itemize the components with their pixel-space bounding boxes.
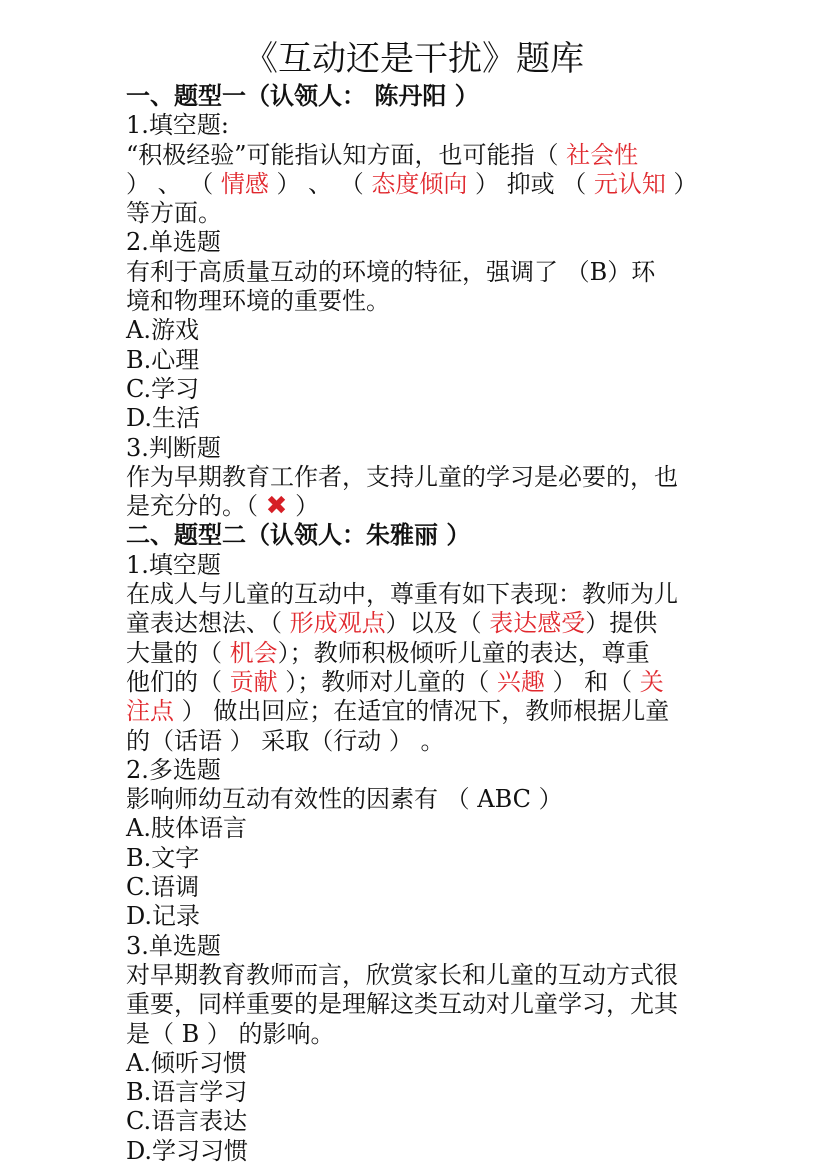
question-label: 1.填空题 (126, 550, 221, 579)
question-label: 2.单选题 (126, 228, 221, 257)
answer-text: 兴趣 (496, 667, 545, 696)
option-item: D.记录 (126, 902, 201, 931)
answer-text: 机会 (229, 638, 278, 667)
question-text: 的（话语 ） 采取（行动 ） 。 (126, 726, 445, 755)
question-line (126, 258, 706, 287)
question-text: 对早期教育教师而言，欣赏家长和儿童的互动方式很 (126, 960, 678, 989)
question-line (126, 668, 706, 697)
answer-text: 注点 (126, 697, 174, 726)
question-text: ） 抑或 （ (467, 169, 594, 198)
question-line (126, 639, 706, 668)
answer-text: 关 (639, 667, 664, 696)
answer-text: 表达感受 (489, 609, 586, 638)
question-label: 2.多选题 (126, 755, 221, 784)
question-line (126, 170, 706, 199)
question-text: 有利于高质量互动的环境的特征，强调了 （B）环 (126, 257, 656, 286)
option-item: D.生活 (126, 404, 201, 433)
document-title: 《互动还是干扰》题库 (244, 39, 584, 79)
question-text: 是（ B ） 的影响。 (126, 1019, 335, 1048)
question-text: ） 和（ (544, 667, 640, 696)
question-text: 他们的（ (126, 667, 230, 696)
option-item: C.语言表达 (126, 1107, 248, 1136)
question-text: 是充分的。（ (126, 492, 266, 521)
question-text: 重要，同样重要的是理解这类互动对儿童学习，尤其 (126, 990, 678, 1019)
question-text: ）提供 (585, 609, 658, 638)
option-item: A.游戏 (126, 316, 199, 345)
question-line (126, 990, 706, 1019)
question-line: 作为早期教育工作者，支持儿童的学习是必要的，也 (126, 462, 678, 491)
answer-text: 社会性 (566, 140, 639, 169)
question-line (126, 697, 706, 726)
question-text: ） 、 （ (268, 169, 372, 198)
question-line (126, 785, 706, 814)
question-text: 等方面。 (126, 199, 222, 228)
question-line (126, 609, 706, 638)
question-text: ） 、 （ (126, 169, 221, 198)
answer-text: 态度倾向 (371, 169, 468, 198)
question-text: 影响师幼互动有效性的因素有 （ ABC ） (126, 785, 563, 814)
section-heading: 二、题型二（认领人：朱雅丽 ） (126, 521, 471, 550)
question-line (126, 1020, 706, 1049)
option-item: C.语调 (126, 873, 200, 902)
question-text: ）；教师对儿童的（ (277, 667, 497, 696)
question-text: ） (665, 169, 698, 198)
question-text: ） 做出回应；在适宜的情况下，教师根据儿童 (174, 697, 670, 726)
question-line (126, 961, 706, 990)
question-text: 境和物理环境的重要性。 (126, 287, 390, 316)
answer-text: 形成观点 (289, 609, 386, 638)
question-line (126, 727, 706, 756)
question-text: ）以及（ (385, 609, 490, 638)
option-item: B.语言学习 (126, 1078, 248, 1107)
answer-text: 情感 (220, 169, 269, 198)
question-line (126, 199, 706, 228)
wrong-cross-icon: ✖ (265, 491, 288, 522)
question-label: 3.判断题 (126, 433, 221, 462)
question-text: ）；教师积极倾听儿童的表达，尊重 (277, 638, 650, 667)
option-item: C.学习 (126, 374, 200, 403)
answer-text: 元认知 (593, 169, 666, 198)
question-text: 童表达想法、（ (126, 609, 290, 638)
option-item: B.心理 (126, 345, 200, 374)
question-label: 3.单选题 (126, 931, 221, 960)
question-text: ） (287, 492, 320, 521)
question-line (126, 580, 706, 609)
option-item: B.文字 (126, 843, 200, 872)
answer-text: 贡献 (229, 667, 278, 696)
option-item: D.学习习惯 (126, 1136, 249, 1165)
question-line (126, 492, 706, 521)
question-text: 在成人与儿童的互动中，尊重有如下表现：教师为儿 (126, 580, 678, 609)
question-text: 大量的（ (126, 638, 230, 667)
option-item: A.肢体语言 (126, 814, 247, 843)
question-label: 1.填空题: (126, 111, 229, 140)
question-line (126, 287, 706, 316)
question-text: “积极经验”可能指认知方面，也可能指（ (126, 140, 567, 169)
section-heading: 一、题型一（认领人： 陈丹阳 ） (126, 82, 479, 110)
option-item: A.倾听习惯 (126, 1048, 247, 1077)
question-bank-content (126, 82, 706, 1166)
question-line (126, 141, 706, 170)
